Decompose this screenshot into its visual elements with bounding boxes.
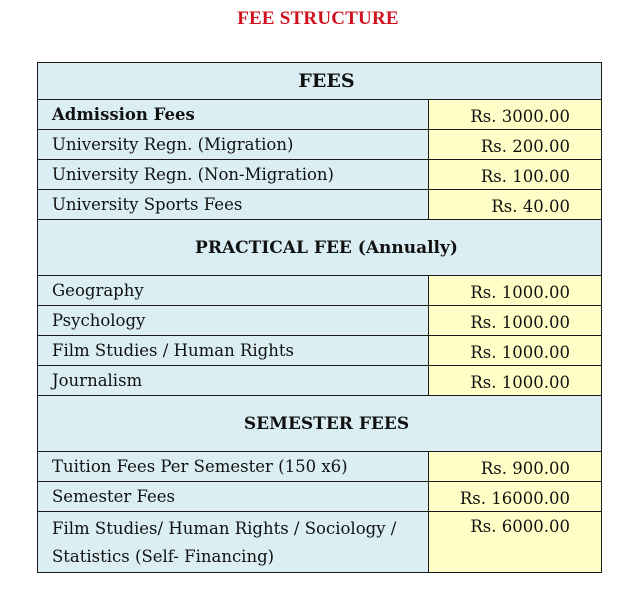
fee-amount: Rs. 900.00 xyxy=(429,452,602,482)
section-header-practical xyxy=(38,220,602,276)
table-row xyxy=(38,482,602,512)
fee-label: Film Studies/ Human Rights / Sociology / Statistics (Self- Financing) xyxy=(38,512,429,573)
fee-amount: Rs. 1000.00 xyxy=(429,306,602,336)
section-heading: SEMESTER FEES xyxy=(38,396,602,452)
fee-amount: Rs. 200.00 xyxy=(429,130,602,160)
table-row xyxy=(38,100,602,130)
fee-amount: Rs. 1000.00 xyxy=(429,366,602,396)
fee-amount: Rs. 3000.00 xyxy=(429,100,602,130)
table-row xyxy=(38,130,602,160)
section-header-semester xyxy=(38,396,602,452)
table-row xyxy=(38,160,602,190)
fee-label: Geography xyxy=(38,276,429,306)
table-row xyxy=(38,512,602,573)
section-heading: FEES xyxy=(38,63,602,100)
fee-table xyxy=(37,62,602,573)
table-row xyxy=(38,452,602,482)
table-row xyxy=(38,306,602,336)
fee-label: Journalism xyxy=(38,366,429,396)
fee-amount: Rs. 6000.00 xyxy=(429,512,602,573)
fee-label: Psychology xyxy=(38,306,429,336)
fee-amount: Rs. 100.00 xyxy=(429,160,602,190)
table-row xyxy=(38,336,602,366)
section-header-fees xyxy=(38,63,602,100)
fee-label: University Sports Fees xyxy=(38,190,429,220)
fee-label: University Regn. (Migration) xyxy=(38,130,429,160)
fee-amount: Rs. 16000.00 xyxy=(429,482,602,512)
fee-amount: Rs. 40.00 xyxy=(429,190,602,220)
section-heading: PRACTICAL FEE (Annually) xyxy=(38,220,602,276)
fee-amount: Rs. 1000.00 xyxy=(429,276,602,306)
table-row xyxy=(38,366,602,396)
fee-label: University Regn. (Non-Migration) xyxy=(38,160,429,190)
fee-amount: Rs. 1000.00 xyxy=(429,336,602,366)
table-row xyxy=(38,190,602,220)
fee-label: Film Studies / Human Rights xyxy=(38,336,429,366)
table-row xyxy=(38,276,602,306)
fee-label: Semester Fees xyxy=(38,482,429,512)
page-title: FEE STRUCTURE xyxy=(237,8,399,29)
fee-label: Tuition Fees Per Semester (150 x6) xyxy=(38,452,429,482)
fee-label: Admission Fees xyxy=(38,100,429,130)
